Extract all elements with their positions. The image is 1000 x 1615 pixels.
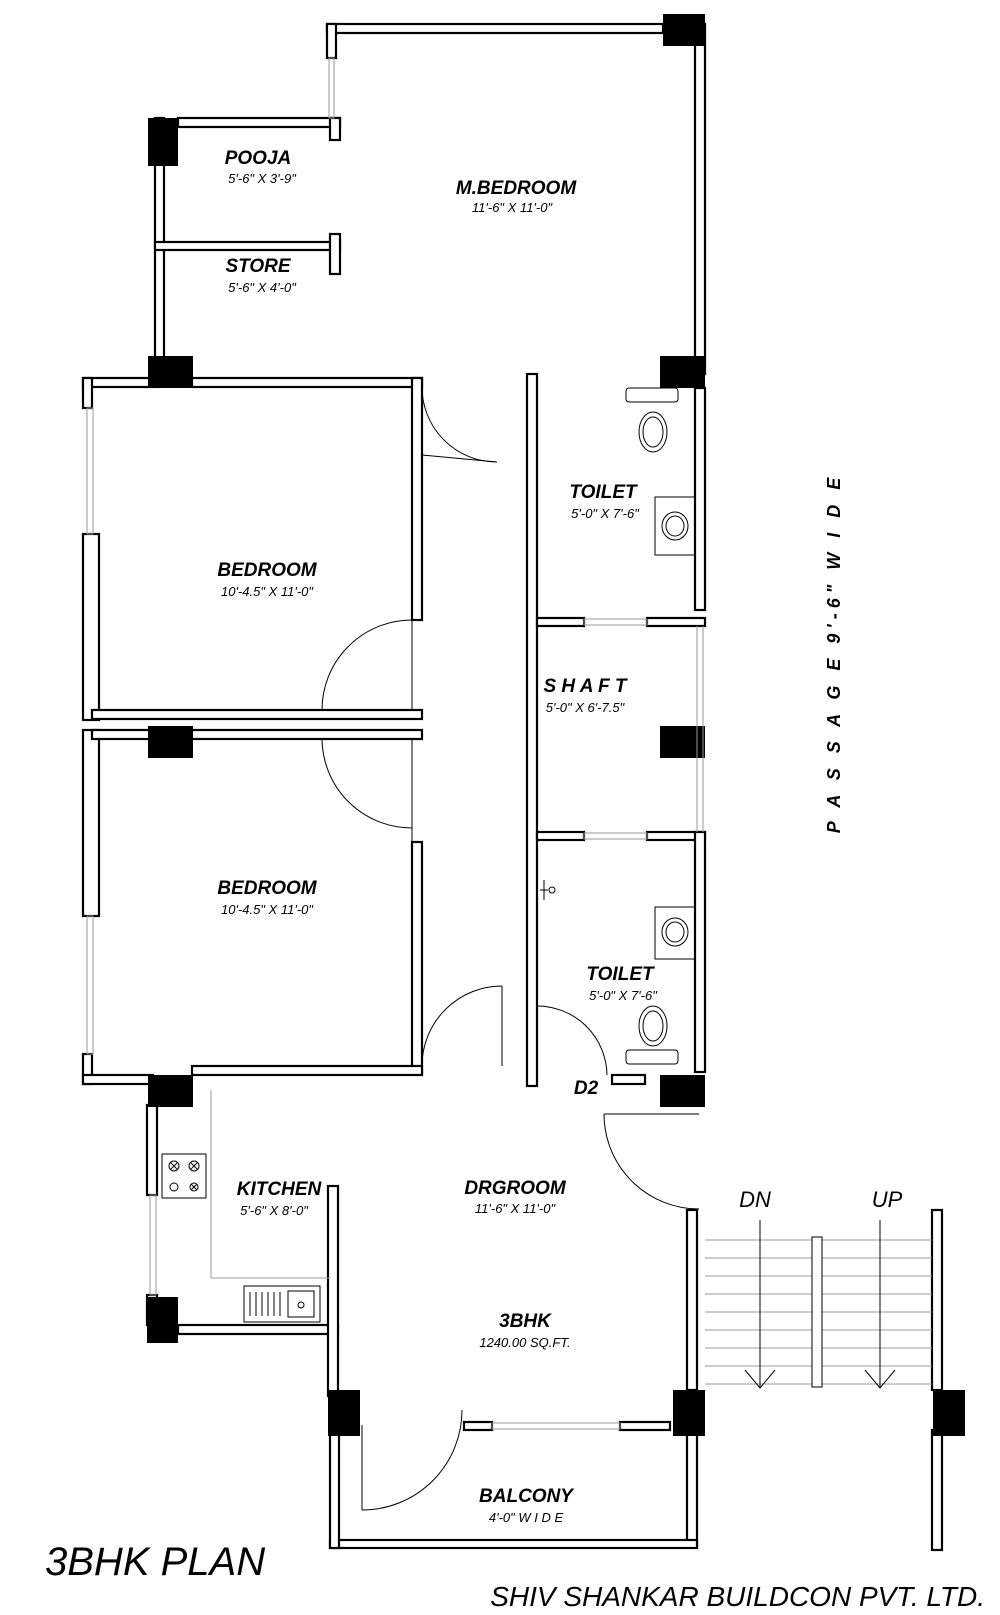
shaft-label: S H A F T xyxy=(543,676,627,697)
balcony-label: BALCONY xyxy=(479,1486,573,1507)
balcony-size: 4'-0" W I D E xyxy=(488,1510,564,1525)
plan-area-label: 1240.00 SQ.FT. xyxy=(479,1335,571,1350)
staircase xyxy=(705,1220,932,1388)
store-size: 5'-6" X 4'-0" xyxy=(228,280,296,295)
master-bedroom-size: 11'-6" X 11'-0" xyxy=(471,200,553,215)
toilet-1-size: 5'-0" X 7'-6" xyxy=(571,506,639,521)
plan-type-label: 3BHK xyxy=(499,1311,551,1332)
store-label: STORE xyxy=(225,256,291,277)
wc-icon xyxy=(626,388,678,452)
bedroom-2-size: 10'-4.5" X 11'-0" xyxy=(220,902,314,917)
shaft-size: 5'-0" X 6'-7.5" xyxy=(545,700,625,715)
bedroom-1-label: BEDROOM xyxy=(217,560,317,581)
drawing-room-label: DRGROOM xyxy=(464,1178,566,1199)
toilet-1-label: TOILET xyxy=(569,482,637,503)
master-bedroom-label: M.BEDROOM xyxy=(455,178,577,199)
kitchen-label: KITCHEN xyxy=(236,1179,322,1200)
sink-icon xyxy=(244,1286,320,1322)
washbasin-icon xyxy=(655,907,695,959)
bedroom-1-size: 10'-4.5" X 11'-0" xyxy=(220,584,314,599)
bedroom-2-label: BEDROOM xyxy=(217,878,317,899)
company-name: SHIV SHANKAR BUILDCON PVT. LTD. xyxy=(490,1581,985,1612)
toilet-2-label: TOILET xyxy=(586,964,654,985)
tap-icon xyxy=(540,880,555,900)
stairs-down-label: DN xyxy=(739,1187,771,1212)
toilet-2-size: 5'-0" X 7'-6" xyxy=(589,988,657,1003)
wc-icon xyxy=(626,1006,678,1064)
pooja-size: 5'-6" X 3'-9" xyxy=(228,171,296,186)
kitchen-size: 5'-6" X 8'-0" xyxy=(240,1203,308,1218)
pooja-label: POOJA xyxy=(224,148,292,169)
washbasin-icon xyxy=(655,497,695,555)
plan-title: 3BHK PLAN xyxy=(45,1540,266,1584)
door-tag: D2 xyxy=(573,1078,599,1099)
passage-label: P A S S A G E 9'-6" W I D E xyxy=(824,472,844,834)
stairs-up-label: UP xyxy=(871,1187,903,1212)
drawing-room-size: 11'-6" X 11'-0" xyxy=(474,1201,556,1216)
stove-icon xyxy=(162,1154,206,1198)
